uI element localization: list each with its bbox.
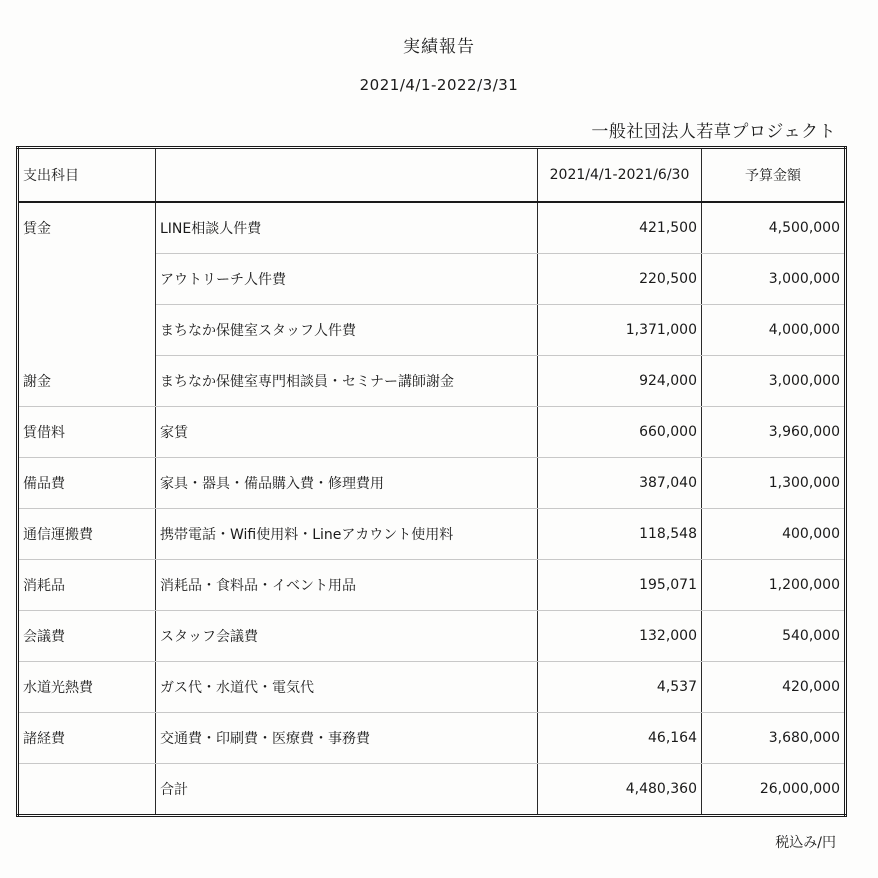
row-budget: 1,300,000 <box>702 458 846 509</box>
report-period: 2021/4/1-2022/3/31 <box>359 76 519 94</box>
row-category <box>18 254 156 305</box>
row-budget: 3,680,000 <box>702 713 846 764</box>
unit-note: 税込み/円 <box>775 835 836 851</box>
row-budget: 400,000 <box>702 509 846 560</box>
row-category <box>18 305 156 356</box>
row-actual: 924,000 <box>538 356 702 407</box>
total-actual: 4,480,360 <box>538 764 702 816</box>
organization-name: 一般社団法人若草プロジェクト <box>591 122 836 142</box>
row-category: 謝金 <box>18 356 156 407</box>
table-header-row <box>18 148 846 203</box>
row-budget: 540,000 <box>702 611 846 662</box>
row-actual: 195,071 <box>538 560 702 611</box>
table-row <box>18 202 846 254</box>
row-actual: 387,040 <box>538 458 702 509</box>
row-item: 家具・器具・備品購入費・修理費用 <box>156 458 538 509</box>
total-label: 合計 <box>156 764 538 816</box>
row-item: 家賃 <box>156 407 538 458</box>
row-item: ガス代・水道代・電気代 <box>156 662 538 713</box>
total-row <box>18 764 846 816</box>
row-category: 賃金 <box>18 202 156 254</box>
table-row <box>18 662 846 713</box>
row-item: スタッフ会議費 <box>156 611 538 662</box>
table-row <box>18 305 846 356</box>
row-budget: 1,200,000 <box>702 560 846 611</box>
document-title: 実績報告 <box>403 37 475 57</box>
table-row <box>18 458 846 509</box>
row-budget: 3,960,000 <box>702 407 846 458</box>
header-category: 支出科目 <box>18 148 156 203</box>
row-budget: 4,500,000 <box>702 202 846 254</box>
row-actual: 46,164 <box>538 713 702 764</box>
row-item: 消耗品・食料品・イベント用品 <box>156 560 538 611</box>
header-actual: 2021/4/1-2021/6/30 <box>538 148 702 203</box>
row-item: まちなか保健室専門相談員・セミナー講師謝金 <box>156 356 538 407</box>
row-category: 賃借料 <box>18 407 156 458</box>
table-row <box>18 356 846 407</box>
row-actual: 421,500 <box>538 202 702 254</box>
row-item: LINE相談人件費 <box>156 202 538 254</box>
row-actual: 4,537 <box>538 662 702 713</box>
row-item: まちなか保健室スタッフ人件費 <box>156 305 538 356</box>
row-category: 諸経費 <box>18 713 156 764</box>
row-item: アウトリーチ人件費 <box>156 254 538 305</box>
row-budget: 4,000,000 <box>702 305 846 356</box>
row-actual: 1,371,000 <box>538 305 702 356</box>
row-item: 交通費・印刷費・医療費・事務費 <box>156 713 538 764</box>
row-category: 水道光熱費 <box>18 662 156 713</box>
row-budget: 3,000,000 <box>702 254 846 305</box>
row-item: 携帯電話・Wifi使用料・Lineアカウント使用料 <box>156 509 538 560</box>
row-category: 通信運搬費 <box>18 509 156 560</box>
row-category: 備品費 <box>18 458 156 509</box>
row-budget: 3,000,000 <box>702 356 846 407</box>
table-row <box>18 407 846 458</box>
table-row <box>18 509 846 560</box>
row-actual: 220,500 <box>538 254 702 305</box>
table-row <box>18 713 846 764</box>
header-budget: 予算金額 <box>702 148 846 203</box>
row-category <box>18 764 156 816</box>
row-category: 会議費 <box>18 611 156 662</box>
table-row <box>18 611 846 662</box>
table-row <box>18 254 846 305</box>
row-category: 消耗品 <box>18 560 156 611</box>
row-actual: 118,548 <box>538 509 702 560</box>
header-item <box>156 148 538 203</box>
row-actual: 660,000 <box>538 407 702 458</box>
row-actual: 132,000 <box>538 611 702 662</box>
expense-table <box>16 146 847 817</box>
row-budget: 420,000 <box>702 662 846 713</box>
table-row <box>18 560 846 611</box>
total-budget: 26,000,000 <box>702 764 846 816</box>
